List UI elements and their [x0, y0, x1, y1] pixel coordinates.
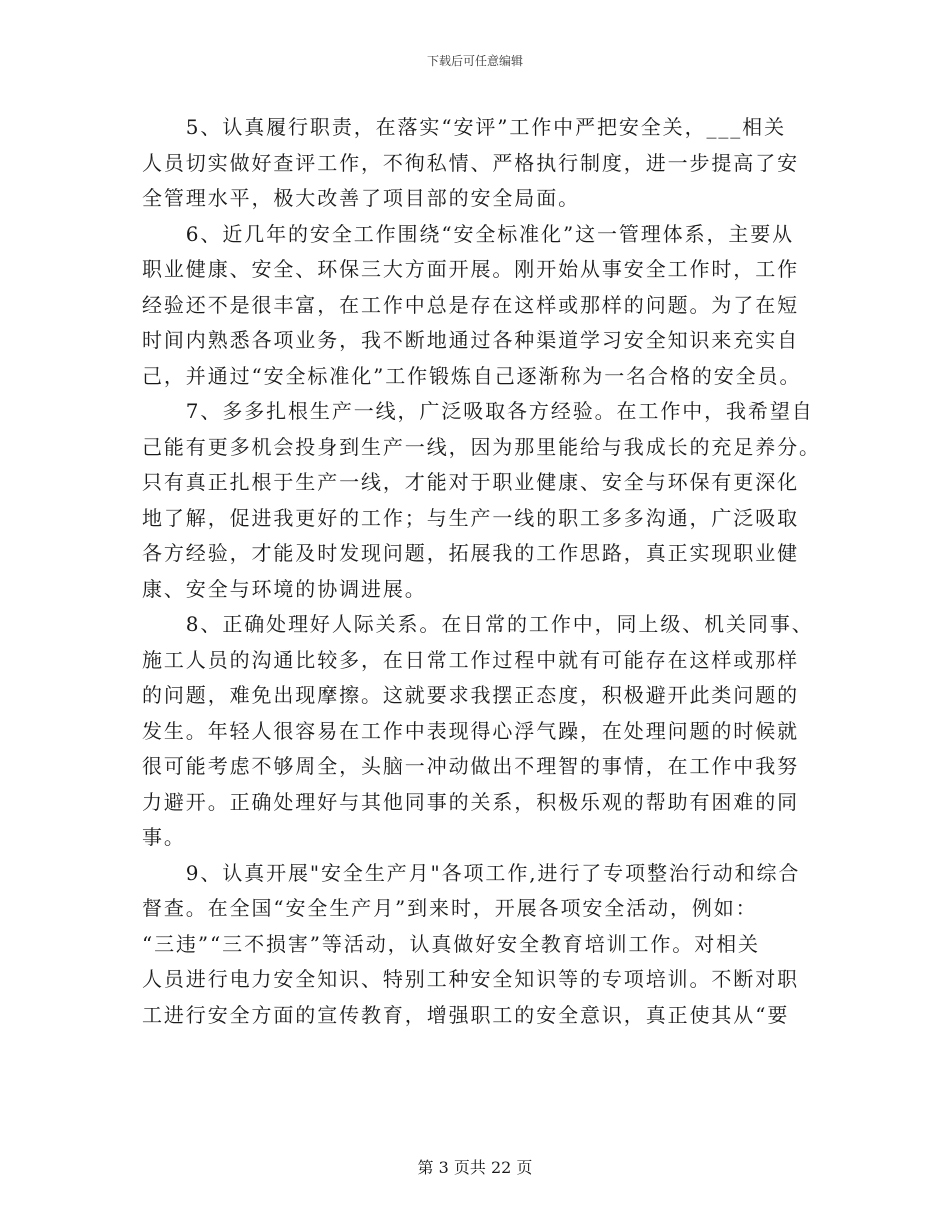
document-body — [142, 110, 822, 1033]
paragraph-item-7: 7、多多扎根生产一线，广泛吸取各方经验。在工作中，我希望自 己能有更多机会投身到生产一线，因为那里能给与我成长的充足养分。 只有真正扎根于生产一线，才能对于职业健康、安全与环保有更深化 地了解，促进我更好的工作；与生产一线的职工多多沟通，广泛吸取 各方经验，才能及时发现问题，拓展我的工作思路，真正实现职业健 康、安全与环境的协调进展。 — [142, 399, 821, 601]
paragraph-item-5: 5、认真履行职责，在落实“安评”工作中严把安全关，___相关 人员切实做好查评工作，不徇私情、严格执行制度，进一步提高了安 全管理水平，极大改善了项目部的安全局面。 — [142, 115, 799, 210]
page-header: 下载后可任意编辑 — [426, 54, 523, 68]
page-footer: 第 3 页共 22 页 — [417, 1158, 533, 1177]
paragraph-item-9: 9、认真开展"安全生产月"各项工作,进行了专项整治行动和综合 督查。在全国“安全生产月”到来时，开展各项安全活动，例如： “三违”“三不损害”等活动，认真做好安全教育培训工作。对相关 人员进行电力安全知识、特别工种安全知识等的专项培训。不断对职 工进行安全方面的宣传教育，增强职工的安全意识，真正使其从“要 — [142, 860, 801, 1027]
paragraph-item-8: 8、正确处理好人际关系。在日常的工作中，同上级、机关同事、 施工人员的沟通比较多，在日常工作过程中就有可能存在这样或那样 的问题，难免出现摩擦。这就要求我摆正态度，积极避开此类问题的 发生。年轻人很容易在工作中表现得心浮气躁，在处理问题的时候就 很可能考虑不够周全，头脑一冲动做出不理智的事情，在工作中我努 力避开。正确处理好与其他同事的关系，积极乐观的帮助有困难的同 事。 — [142, 612, 814, 849]
paragraph-item-6: 6、近几年的安全工作围绕“安全标准化”这一管理体系，主要从 职业健康、安全、环保三大方面开展。刚开始从事安全工作时，工作 经验还不是很丰富，在工作中总是存在这样或那样的问题。为了在短 时间内熟悉各项业务，我不断地通过各种渠道学习安全知识来充实自 己，并通过“安全标准化”工作锻炼自己逐渐称为一名合格的安全员。 — [142, 221, 802, 388]
